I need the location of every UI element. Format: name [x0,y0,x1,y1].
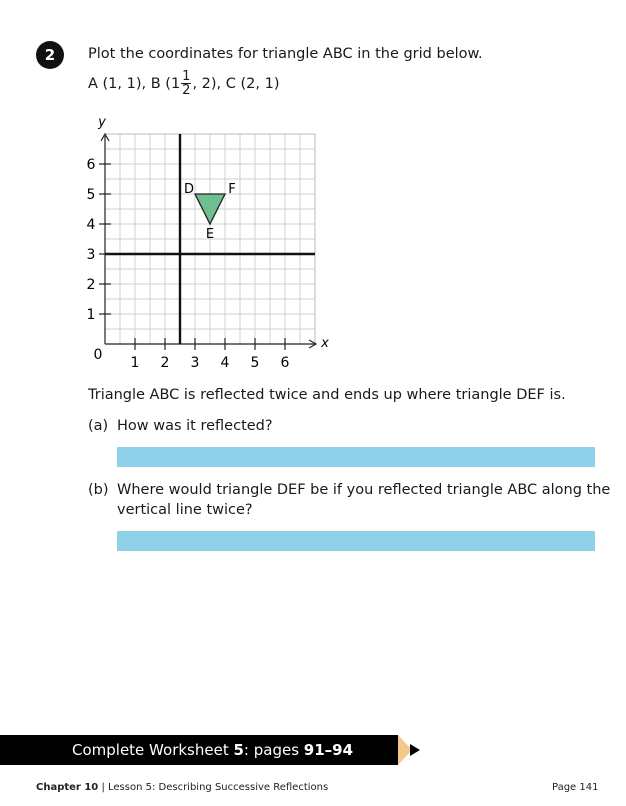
y-tick-label-1: 1 [86,307,96,323]
pages-prefix: : pages [243,741,304,759]
y-axis-label: y [98,115,106,130]
x-tick-label-1: 1 [130,355,140,371]
answer-box-b[interactable] [117,531,595,551]
lesson-title: Lesson 5: Describing Successive Reflections [108,782,329,793]
y-tick-label-5: 5 [86,187,96,203]
x-tick-label-2: 2 [160,355,170,371]
part-a-text: How was it reflected? [117,418,273,434]
coords-part1: A (1, 1), B (1 [88,75,181,92]
part-b-line1: Where would triangle DEF be if you reflected triangle ABC along the [117,482,611,498]
part-a-label: (a) [88,418,109,434]
y-tick-label-3: 3 [86,247,96,263]
x-tick-label-5: 5 [250,355,260,371]
question-prompt: Plot the coordinates for triangle ABC in the grid below. [88,46,483,62]
worksheet-prefix: Complete Worksheet [72,741,234,759]
worksheet-pages: 91–94 [303,741,354,759]
coords-part2: , 2), C (2, 1) [192,75,280,92]
x-axis-label: x [321,336,329,351]
answer-box-a[interactable] [117,447,595,467]
vertex-label-e: E [205,227,215,242]
chapter-label: Chapter 10 [36,782,99,793]
page-number: Page 141 [552,782,599,793]
statement-text: Triangle ABC is reflected twice and ends up where triangle DEF is. [88,387,566,403]
origin-label: 0 [93,347,103,363]
x-tick-label-4: 4 [220,355,230,371]
y-tick-label-2: 2 [86,277,96,293]
x-tick-label-6: 6 [280,355,290,371]
fraction-denominator: 2 [182,83,191,98]
y-tick-label-6: 6 [86,157,96,173]
part-b-label: (b) [88,482,109,498]
y-tick-label-4: 4 [86,217,96,233]
x-tick-label-3: 3 [190,355,200,371]
worksheet-number: 5 [233,741,244,759]
vertex-label-d: D [183,182,195,197]
chapter-separator: | [98,782,108,793]
vertex-label-f: F [228,182,236,197]
part-b-line2: vertical line twice? [117,502,253,518]
question-number-badge: 2 [36,41,64,69]
worksheet-banner [0,735,398,765]
pencil-tip-icon [398,735,426,765]
fraction-numerator: 1 [182,69,191,84]
chapter-line [36,782,328,793]
